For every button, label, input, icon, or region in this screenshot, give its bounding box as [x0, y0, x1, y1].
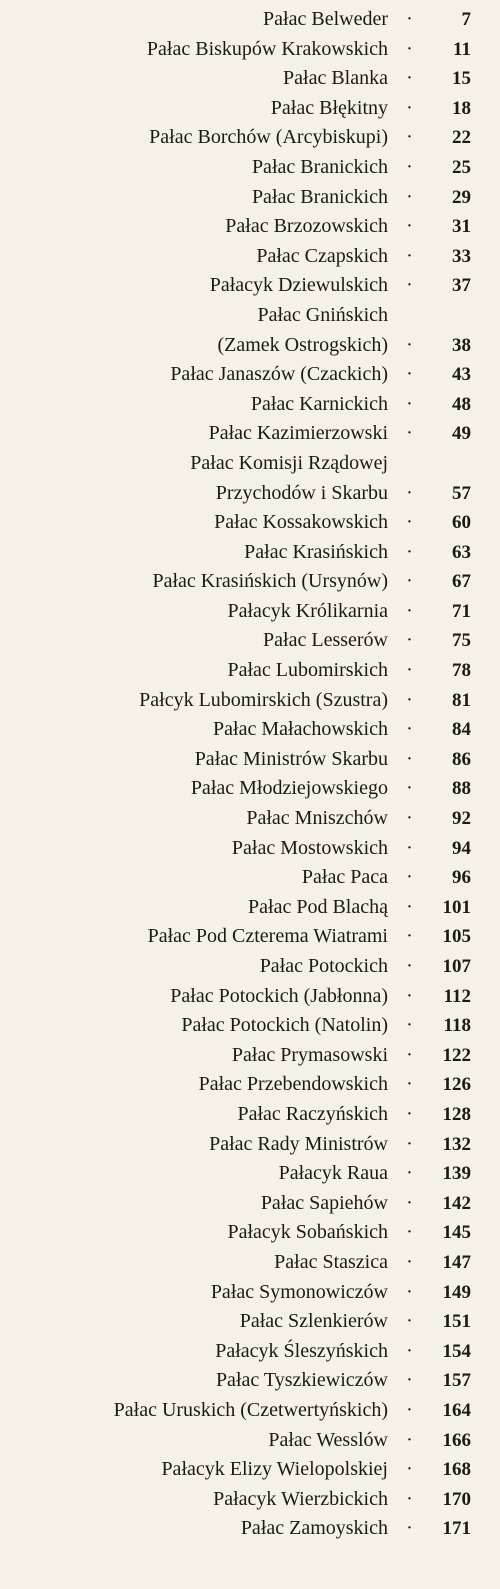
entry-title — [0, 1278, 388, 1308]
leader-dot: · — [406, 8, 413, 30]
entry-title — [0, 597, 388, 627]
entry-page-number: 75 — [452, 630, 471, 652]
table-of-contents — [0, 5, 500, 1544]
leader-dot: · — [406, 215, 413, 238]
leader-dot: · — [406, 274, 413, 297]
entry-title-line: Pałac Kazimierzowski — [208, 422, 388, 445]
leader-dot: · — [406, 777, 413, 800]
entry-page-number: 145 — [442, 1222, 471, 1244]
leader-dot: · — [406, 333, 413, 356]
toc-entry — [0, 656, 500, 686]
toc-entry — [0, 153, 500, 183]
entry-title — [0, 64, 388, 94]
entry-page-number: 128 — [442, 1103, 471, 1125]
entry-title — [0, 153, 388, 183]
leader-dot: · — [406, 37, 413, 60]
entry-page-number: 171 — [442, 1518, 471, 1540]
leader-dot: · — [406, 629, 413, 652]
toc-entry — [0, 1396, 500, 1426]
entry-title-line: Pałacyk Raua — [278, 1162, 388, 1185]
entry-page-number: 48 — [452, 393, 471, 415]
entry-page-number: 164 — [442, 1399, 471, 1421]
entry-title — [0, 1218, 388, 1248]
entry-title — [0, 94, 388, 124]
entry-title-line: Pałac Potockich (Jabłonna) — [170, 984, 388, 1007]
entry-title-line: Pałacyk Elizy Wielopolskiej — [161, 1458, 388, 1481]
entry-page-number: 147 — [442, 1251, 471, 1273]
entry-page-number: 33 — [452, 245, 471, 267]
leader-dot: · — [406, 1132, 413, 1155]
entry-title — [0, 1041, 388, 1071]
entry-page-number: 112 — [443, 985, 471, 1007]
entry-page-number: 86 — [452, 748, 471, 770]
entry-title — [0, 774, 388, 804]
leader-dot: · — [406, 1102, 413, 1125]
entry-page-number: 126 — [442, 1074, 471, 1096]
entry-title — [0, 1100, 388, 1130]
entry-title — [0, 686, 388, 716]
entry-page-number: 170 — [442, 1488, 471, 1510]
entry-title-line: Pałcyk Lubomirskich (Szustra) — [139, 688, 388, 711]
entry-title-line: Pałac Janaszów (Czackich) — [170, 363, 388, 386]
leader-dot: · — [406, 1191, 413, 1214]
leader-dot: · — [406, 1250, 413, 1273]
entry-page-number: 84 — [452, 719, 471, 741]
entry-title — [0, 1366, 388, 1396]
toc-entry — [0, 1514, 500, 1544]
entry-page-number: 15 — [452, 68, 471, 90]
entry-title — [0, 656, 388, 686]
leader-dot: · — [406, 1369, 413, 1392]
entry-title-line: Pałac Brzozowskich — [225, 215, 388, 238]
entry-title-line: Przychodów i Skarbu — [215, 481, 388, 504]
entry-title — [0, 1307, 388, 1337]
leader-dot: · — [406, 1221, 413, 1244]
toc-entry — [0, 1426, 500, 1456]
entry-title-line: Pałac Tyszkiewiczów — [215, 1369, 388, 1392]
toc-entry — [0, 567, 500, 597]
entry-page-number: 57 — [452, 482, 471, 504]
entry-title-line: Pałac Mniszchów — [246, 807, 388, 830]
toc-entry — [0, 1218, 500, 1248]
entry-title-line: Pałac Młodziejowskiego — [190, 777, 388, 800]
toc-entry — [0, 715, 500, 745]
entry-title-line: Pałac Blanka — [283, 67, 388, 90]
toc-entry — [0, 419, 500, 449]
entry-title-line: Pałac Szlenkierów — [239, 1310, 388, 1333]
entry-title — [0, 1396, 388, 1426]
entry-page-number: 49 — [452, 423, 471, 445]
entry-page-number: 122 — [442, 1044, 471, 1066]
entry-page-number: 151 — [442, 1311, 471, 1333]
entry-title-line: Pałac Komisji Rządowej — [190, 451, 388, 474]
toc-entry — [0, 597, 500, 627]
entry-title-line: Pałacyk Sobańskich — [227, 1221, 388, 1244]
entry-title-line: Pałac Raczyńskich — [237, 1102, 388, 1125]
entry-title-line: Pałac Kossakowskich — [214, 511, 388, 534]
entry-title-line: Pałacyk Śleszyńskich — [215, 1339, 388, 1362]
entry-page-number: 107 — [442, 956, 471, 977]
entry-title — [0, 1455, 388, 1485]
entry-title-line: Pałac Krasińskich — [244, 540, 388, 563]
entry-title — [0, 626, 388, 656]
entry-title-line: Pałac Czapskich — [256, 244, 388, 267]
entry-page-number: 31 — [452, 216, 471, 238]
entry-page-number: 154 — [442, 1340, 471, 1362]
toc-entry — [0, 626, 500, 656]
toc-entry — [0, 1485, 500, 1515]
toc-entry — [0, 94, 500, 124]
entry-title — [0, 390, 388, 420]
entry-title — [0, 35, 388, 65]
entry-title — [0, 1485, 388, 1515]
leader-dot: · — [406, 422, 413, 445]
toc-entry — [0, 1011, 500, 1041]
entry-page-number: 37 — [452, 275, 471, 297]
toc-entry — [0, 1189, 500, 1219]
entry-title-line: Pałac Potockich — [259, 955, 388, 977]
entry-title-line: Pałacyk Wierzbickich — [213, 1487, 388, 1510]
entry-title-line: Pałacyk Królikarnia — [227, 599, 388, 622]
entry-title — [0, 1159, 388, 1189]
leader-dot: · — [406, 67, 413, 90]
toc-entry — [0, 834, 500, 864]
entry-title-line: Pałac Karnickich — [250, 392, 388, 415]
leader-dot: · — [406, 866, 413, 889]
leader-dot: · — [406, 363, 413, 386]
leader-dot: · — [406, 1398, 413, 1421]
leader-dot: · — [406, 185, 413, 208]
entry-title — [0, 301, 388, 360]
entry-title — [0, 982, 388, 1012]
entry-title-line: Pałac Borchów (Arcybiskupi) — [149, 126, 388, 149]
entry-page-number: 81 — [452, 689, 471, 711]
entry-title — [0, 715, 388, 745]
entry-title-line: Pałac Uruskich (Czetwertyńskich) — [113, 1398, 388, 1421]
leader-dot: · — [406, 925, 413, 948]
leader-dot: · — [406, 540, 413, 563]
leader-dot: · — [406, 1428, 413, 1451]
entry-title-line: Pałac Paca — [301, 866, 388, 889]
entry-page-number: 157 — [442, 1370, 471, 1392]
entry-page-number: 25 — [452, 156, 471, 178]
entry-title-line: Pałac Zamoyskich — [240, 1517, 388, 1540]
toc-entry — [0, 183, 500, 213]
toc-entry — [0, 1337, 500, 1367]
leader-dot: · — [406, 511, 413, 534]
toc-entry — [0, 271, 500, 301]
leader-dot: · — [406, 392, 413, 415]
entry-title — [0, 1130, 388, 1160]
entry-page-number: 139 — [442, 1163, 471, 1185]
entry-title — [0, 1070, 388, 1100]
entry-title-line: Pałac Lesserów — [263, 629, 388, 652]
entry-title-line: Pałac Potockich (Natolin) — [181, 1014, 388, 1037]
leader-dot: · — [406, 1073, 413, 1096]
entry-page-number: 166 — [442, 1429, 471, 1451]
leader-dot: · — [406, 1487, 413, 1510]
entry-title — [0, 419, 388, 449]
leader-dot: · — [406, 984, 413, 1007]
entry-page-number: 43 — [452, 364, 471, 386]
entry-title — [0, 1011, 388, 1041]
toc-entry — [0, 686, 500, 716]
toc-entry — [0, 242, 500, 272]
entry-page-number: 132 — [442, 1133, 471, 1155]
leader-dot: · — [406, 1162, 413, 1185]
entry-title-line: Pałac Ministrów Skarbu — [194, 747, 388, 770]
leader-dot: · — [406, 1339, 413, 1362]
toc-entry — [0, 1159, 500, 1189]
entry-title — [0, 271, 388, 301]
entry-page-number: 118 — [443, 1015, 471, 1037]
entry-page-number: 96 — [452, 867, 471, 889]
entry-title-line: Pałac Krasińskich (Ursynów) — [152, 570, 388, 593]
toc-entry — [0, 1248, 500, 1278]
toc-entry — [0, 745, 500, 775]
entry-page-number: 18 — [452, 97, 471, 119]
entry-title — [0, 212, 388, 242]
toc-entry — [0, 982, 500, 1012]
leader-dot: · — [406, 1014, 413, 1037]
entry-page-number: 7 — [461, 9, 471, 30]
entry-page-number: 29 — [452, 186, 471, 208]
leader-dot: · — [406, 1458, 413, 1481]
entry-title — [0, 893, 388, 923]
entry-page-number: 78 — [452, 660, 471, 682]
entry-title — [0, 5, 388, 35]
toc-entry — [0, 1130, 500, 1160]
entry-title-line: Pałac Branickich — [251, 155, 388, 178]
leader-dot: · — [406, 570, 413, 593]
entry-page-number: 105 — [442, 926, 471, 948]
entry-title — [0, 1426, 388, 1456]
entry-title-line: Pałac Branickich — [251, 185, 388, 208]
entry-title — [0, 123, 388, 153]
entry-title-line: Pałacyk Dziewulskich — [209, 274, 388, 297]
toc-entry — [0, 1278, 500, 1308]
toc-entry — [0, 1100, 500, 1130]
leader-dot: · — [406, 1517, 413, 1540]
entry-title-line: Pałac Lubomirskich — [227, 659, 388, 682]
entry-page-number: 11 — [453, 38, 471, 60]
leader-dot: · — [406, 1043, 413, 1066]
entry-title-line: (Zamek Ostrogskich) — [217, 333, 388, 356]
entry-title-line: Pałac Wesslów — [268, 1428, 388, 1451]
entry-page-number: 63 — [452, 541, 471, 563]
toc-entry — [0, 1455, 500, 1485]
entry-title-line: Pałac Gnińskich — [257, 303, 388, 326]
leader-dot: · — [406, 955, 413, 977]
toc-entry — [0, 1307, 500, 1337]
entry-title — [0, 567, 388, 597]
entry-title-line: Pałac Biskupów Krakowskich — [146, 37, 388, 60]
entry-title-line: Pałac Prymasowski — [231, 1043, 388, 1066]
toc-entry — [0, 1070, 500, 1100]
leader-dot: · — [406, 244, 413, 267]
toc-entry — [0, 123, 500, 153]
entry-title — [0, 922, 388, 952]
entry-title-line: Pałac Mostowskich — [231, 836, 388, 859]
entry-page-number: 38 — [452, 334, 471, 356]
toc-entry — [0, 508, 500, 538]
toc-entry — [0, 301, 500, 360]
leader-dot: · — [406, 96, 413, 119]
toc-entry — [0, 774, 500, 804]
toc-entry — [0, 804, 500, 834]
entry-title — [0, 449, 388, 508]
leader-dot: · — [406, 659, 413, 682]
entry-page-number: 101 — [442, 896, 471, 918]
leader-dot: · — [406, 718, 413, 741]
leader-dot: · — [406, 126, 413, 149]
toc-entry — [0, 35, 500, 65]
entry-title — [0, 508, 388, 538]
toc-entry — [0, 952, 500, 982]
entry-title-line: Pałac Błękitny — [270, 96, 388, 119]
toc-entry — [0, 212, 500, 242]
entry-title — [0, 804, 388, 834]
entry-page-number: 168 — [442, 1459, 471, 1481]
entry-title — [0, 183, 388, 213]
entry-title-line: Pałac Staszica — [274, 1250, 388, 1273]
entry-title — [0, 538, 388, 568]
entry-page-number: 71 — [452, 600, 471, 622]
leader-dot: · — [406, 747, 413, 770]
leader-dot: · — [406, 836, 413, 859]
entry-page-number: 67 — [452, 571, 471, 593]
leader-dot: · — [406, 807, 413, 830]
toc-entry — [0, 922, 500, 952]
entry-page-number: 88 — [452, 778, 471, 800]
entry-title-line: Pałac Belweder — [263, 8, 388, 30]
entry-title — [0, 1514, 388, 1544]
entry-title-line: Pałac Pod Czterema Wiatrami — [147, 925, 388, 948]
entry-title-line: Pałac Sapiehów — [260, 1191, 388, 1214]
leader-dot: · — [406, 1280, 413, 1303]
leader-dot: · — [406, 688, 413, 711]
toc-entry — [0, 5, 500, 35]
entry-page-number: 22 — [452, 127, 471, 149]
entry-title — [0, 863, 388, 893]
entry-title — [0, 360, 388, 390]
toc-entry — [0, 64, 500, 94]
entry-title-line: Pałac Rady Ministrów — [209, 1132, 388, 1155]
leader-dot: · — [406, 481, 413, 504]
leader-dot: · — [406, 1310, 413, 1333]
toc-entry — [0, 863, 500, 893]
entry-page-number: 142 — [442, 1192, 471, 1214]
entry-page-number: 149 — [442, 1281, 471, 1303]
toc-entry — [0, 449, 500, 508]
toc-entry — [0, 390, 500, 420]
entry-page-number: 92 — [452, 808, 471, 830]
entry-title-line: Pałac Symonowiczów — [210, 1280, 388, 1303]
entry-title — [0, 745, 388, 775]
entry-title — [0, 1189, 388, 1219]
entry-title — [0, 952, 388, 982]
leader-dot: · — [406, 599, 413, 622]
leader-dot: · — [406, 895, 413, 918]
leader-dot: · — [406, 155, 413, 178]
toc-entry — [0, 1366, 500, 1396]
entry-title — [0, 834, 388, 864]
entry-title-line: Pałac Przebendowskich — [198, 1073, 388, 1096]
toc-entry — [0, 1041, 500, 1071]
entry-title — [0, 242, 388, 272]
entry-title — [0, 1337, 388, 1367]
entry-title-line: Pałac Małachowskich — [213, 718, 388, 741]
toc-entry — [0, 538, 500, 568]
toc-entry — [0, 360, 500, 390]
entry-page-number: 60 — [452, 512, 471, 534]
toc-entry — [0, 893, 500, 923]
entry-title-line: Pałac Pod Blachą — [248, 895, 388, 918]
entry-title — [0, 1248, 388, 1278]
entry-page-number: 94 — [452, 837, 471, 859]
